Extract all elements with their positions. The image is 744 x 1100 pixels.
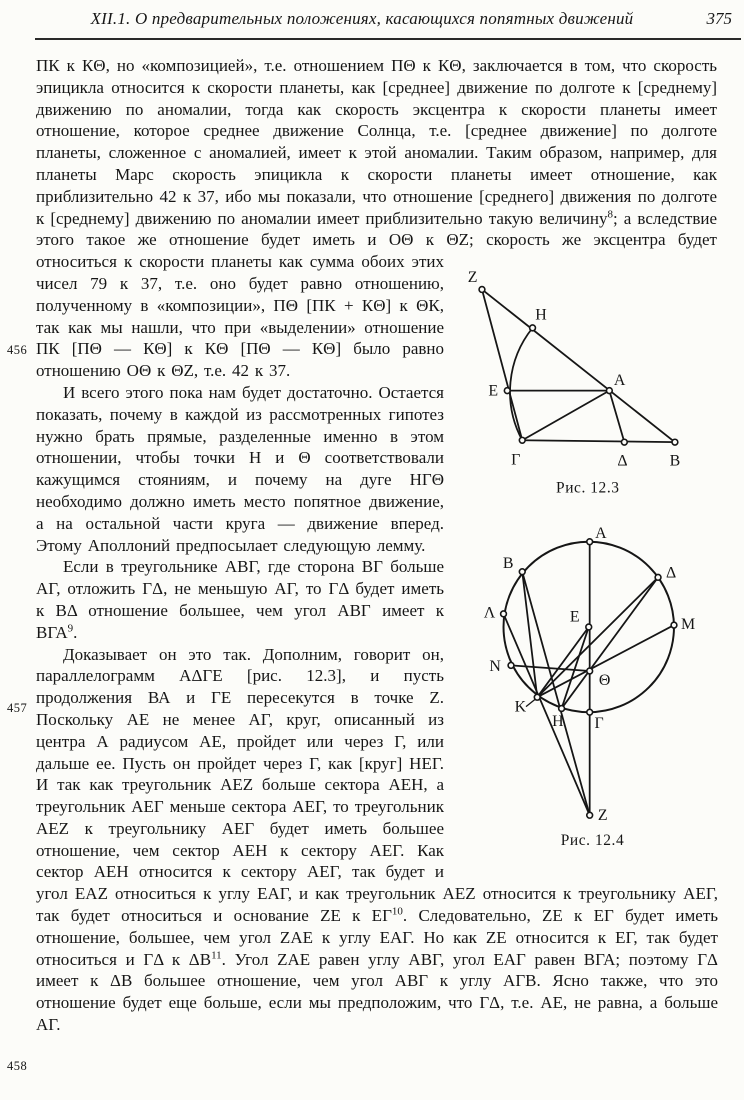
paragraph: ПК к КΘ, но «композицией», т.е. отношением ПΘ к КΘ, заключается в том, что скорость эпицикла относится к скорости планеты, как [среднее] движение по долготе к [среднему] движению по аномалии, тогда как скорость эксцентра к скорости планеты имеет отношение, которое среднее движение Солнца, т.е. [среднее движение] по долготе планеты, сложенное с аномалией, имеет к этой аномалии. Таким образом, например, для планеты Марс скорость эпицикла к скорости планеты имеет отношение, как приблизительно 42 к 37, ибо мы показали, что отношение [среднего] движения по долготе к [среднему] движению по аномалии имеет приблизительно такую величину$^8$; а вследствие этого такое же отношение будет иметь и ОΘ к ΘZ; скорость же эксцентра будет относиться к скорости планеты как сумма обоих этих чисел 79 к 37, т.е. оно будет равно отношению, полученному в «композиции», ПΘ [ПК + КΘ] к ΘК, так как мы нашли, что при «выделении» отношение ПК [ПΘ — КΘ] к КΘ [ПΘ — КΘ] было равно отношению ОΘ к ΘZ, т.е. 42 к 37.: [36, 56, 717, 381]
point-marker: [587, 539, 593, 545]
point-marker: [479, 287, 485, 293]
figure-drawing: [452, 267, 718, 503]
paragraph: Доказывает он это так. Дополним, говорит он, параллелограмм АΔГЕ [рис. 12.3], и пусть продолжения ВА и ГЕ пересекутся в точке Z. Поскольку АЕ не менее АГ, круг, описанный из центра А радиусом АЕ, пройдет или через Г, или дальше ее. Пусть он пройдет через Г, как [круг] НЕГ. И так как треугольник AEZ больше сектора АЕН, а треугольник АЕГ меньше сектора АЕГ, то треугольник AEZ к треугольнику АЕГ будет иметь большее отношение, чем сектор АЕН к сектору АЕГ. Как сектор АЕН относится к сектору АЕГ, так будет и угол EAZ относиться к углу ЕАГ, и как треугольник AEZ относится к треугольнику АЕГ, так будет относиться и основание ZE к ЕГ$^{10}$. Следовательно, ZE к ЕГ будет иметь отношение, большее, чем угол ZAE к углу ЕАГ. Но как ZE относится к ЕГ, так будет относиться и ГΔ к ΔВ$^{11}$. Угол ZAE равен углу АВГ, угол ЕАГ равен ВГА; поэтому ГΔ имеет к ΔВ большее отношение, чем угол АВГ к углу АГВ. Ясно также, что это отношение будет еще больше, если мы предположим, что ГΔ, т.е. АЕ, не равна, а больше АГ.: [36, 644, 718, 1035]
point-marker: [672, 439, 678, 445]
footnote-ref: 9: [67, 622, 74, 635]
segment-line: [482, 289, 522, 440]
float-spacer: [717, 55, 718, 267]
point-marker: [655, 574, 661, 580]
point-marker: [504, 388, 510, 394]
point-label: K: [514, 698, 527, 716]
point-label: Θ: [598, 672, 611, 690]
figure-12-4: [452, 523, 718, 853]
point-label: Г: [511, 451, 521, 469]
footnote-ref: 11: [211, 949, 222, 962]
point-label: H: [552, 713, 564, 731]
segment-line: [522, 391, 609, 441]
point-label: Z: [597, 806, 608, 824]
point-marker: [587, 668, 593, 674]
point-label: Λ: [483, 604, 496, 622]
segment-line: [562, 627, 589, 708]
point-label: E: [488, 382, 499, 400]
point-label: E: [569, 608, 580, 626]
point-label: M: [680, 615, 696, 633]
point-marker: [530, 325, 536, 331]
running-head: XII.1. О предварительных положениях, касающихся попятных движений: [90, 9, 634, 28]
arc: [510, 328, 533, 440]
segment-line: [537, 627, 589, 697]
figure-12-3: [452, 267, 718, 503]
footnote-ref: 10: [391, 905, 403, 918]
point-marker: [671, 622, 677, 628]
body-text: [0, 40, 744, 1036]
point-label: H: [535, 306, 547, 324]
footnote-ref: 8: [607, 207, 613, 220]
point-marker: [587, 812, 593, 818]
point-label: A: [595, 525, 607, 543]
page-number: 375: [706, 9, 732, 28]
point-marker: [606, 388, 612, 394]
segment-line: [609, 391, 624, 443]
margin-number: 456: [7, 343, 28, 357]
paragraph: Если в треугольнике АВГ, где сторона ВГ больше АГ, отложить ГΔ, не меньшую АГ, то ГΔ будет иметь к ВΔ отношение большее, чем угол АВГ имеет к ВГА$^9$.: [36, 557, 444, 642]
point-marker: [559, 706, 565, 712]
point-marker: [519, 569, 525, 575]
point-marker: [534, 694, 540, 700]
point-label: B: [502, 554, 514, 572]
figure-drawing: [452, 523, 718, 853]
label-leader-line: [526, 699, 535, 706]
point-marker: [587, 709, 593, 715]
segment-line: [522, 572, 537, 698]
point-label: A: [613, 372, 626, 390]
point-label: Δ: [617, 452, 628, 470]
figures-panel: [452, 267, 718, 875]
point-marker: [586, 624, 592, 630]
figure-caption: Рис. 12.4: [560, 832, 625, 850]
point-marker: [508, 662, 514, 668]
point-marker: [519, 437, 525, 443]
page-header: [0, 0, 744, 33]
segment-line: [482, 289, 675, 442]
point-label: B: [669, 452, 681, 470]
figure-caption: Рис. 12.3: [556, 479, 620, 497]
point-marker: [501, 611, 507, 617]
point-label: Δ: [666, 564, 677, 582]
segment-line: [522, 440, 675, 442]
point-label: N: [489, 658, 501, 676]
segment-line: [537, 577, 658, 697]
point-marker: [621, 439, 627, 445]
margin-number: 457: [7, 701, 28, 715]
paragraph: И всего этого пока нам будет достаточно. Остается показать, почему в каждой из рассмотренных гипотез нужно брать прямые, разделенные именно в этом отношении, чтобы точки Н и Θ соответствовали кажущимся стояниям, и почему на дуге НГΘ необходимо должно иметь место попятное движение, а на остальной части круга — движение вперед. Этому Аполлоний предпосылает следующую лемму.: [36, 382, 444, 555]
point-label: Z: [467, 268, 478, 286]
point-label: Г: [594, 715, 604, 733]
margin-number: 458: [7, 1059, 28, 1073]
